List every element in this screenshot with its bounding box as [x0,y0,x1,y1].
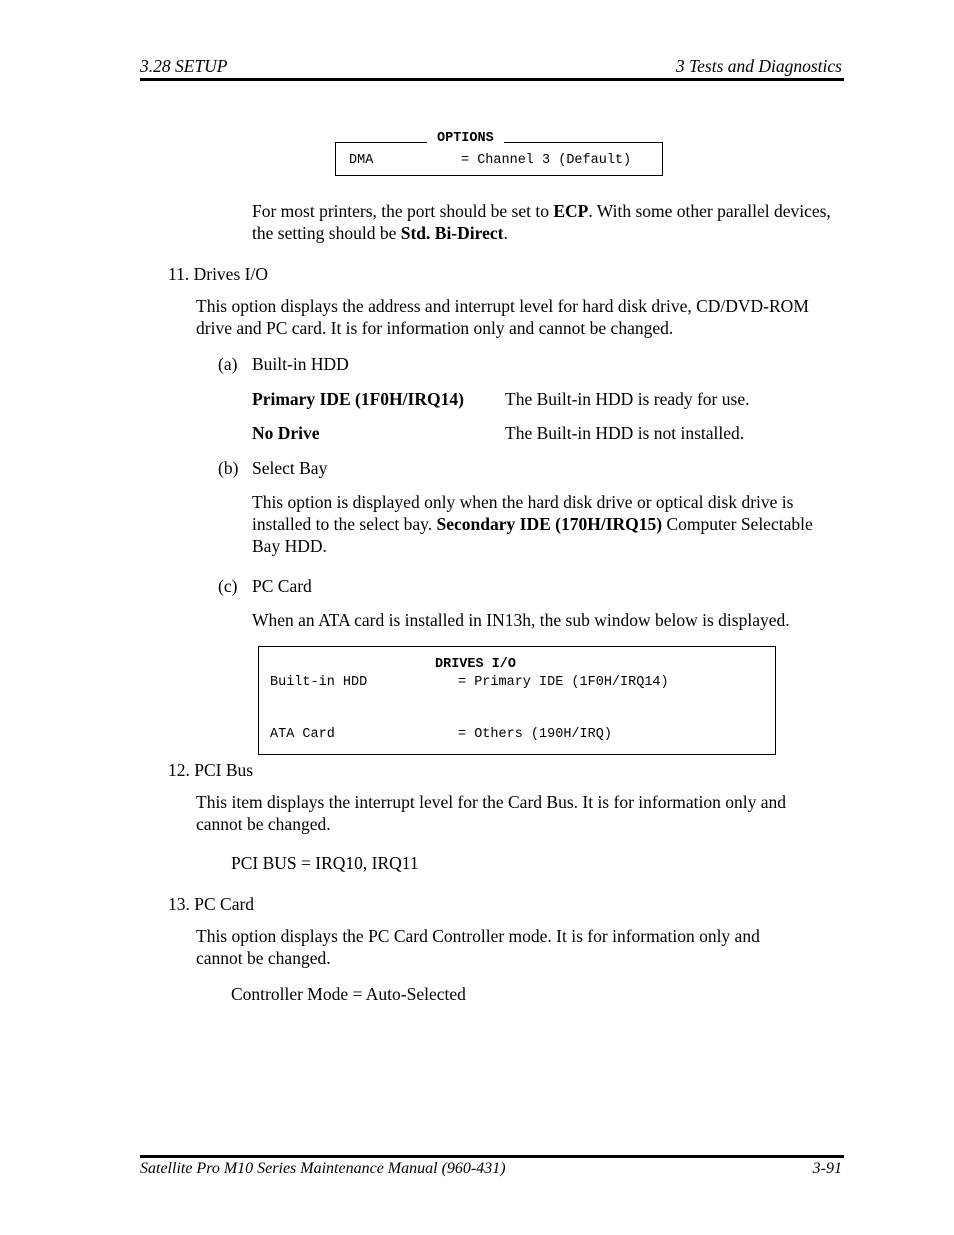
footer-rule [140,1155,844,1158]
printer-bold-bidirect: Std. Bi-Direct [400,223,504,243]
pc-card-body: When an ATA card is installed in IN13h, the sub window below is displayed. [252,610,790,630]
printer-text-2: . With some other parallel devices, the setting should be [252,201,831,243]
select-bay-text-1: This option is displayed only when the hard disk drive or optical disk drive is installed to the select bay. [252,492,794,534]
hdd-term-primary: Primary IDE (1F0H/IRQ14) [252,389,464,409]
printer-bold-ecp: ECP [553,201,589,221]
printer-text-3: . [503,223,508,243]
select-bay-paragraph [252,491,842,557]
drives-row1-value: = Primary IDE (1F0H/IRQ14) [458,675,669,690]
header-rule [140,78,844,81]
options-dma-value: = Channel 3 (Default) [461,153,632,168]
section-11-heading: 11. Drives I/O [168,264,268,284]
section-13-heading: 13. PC Card [168,894,255,914]
item-c-title: PC Card [252,576,312,596]
section-12-heading: 12. PCI Bus [168,760,254,780]
options-box [335,142,663,176]
drives-row1-label: Built-in HDD [270,675,368,690]
footer-page-number: 3-91 [812,1160,842,1177]
header-section: 3.28 SETUP [140,56,228,76]
item-a-label: (a) [218,354,238,374]
pci-bus-value: PCI BUS = IRQ10, IRQ11 [231,853,419,873]
select-bay-bold: Secondary IDE (170H/IRQ15) [436,514,663,534]
drives-row2-value: = Others (190H/IRQ) [458,727,612,742]
item-b-title: Select Bay [252,458,328,478]
hdd-term-nodrive: No Drive [252,423,320,443]
section-13-body: This option displays the PC Card Controller mode. It is for information only and cannot be changed. [196,926,760,968]
hdd-desc-primary: The Built-in HDD is ready for use. [505,389,750,409]
section-12-body: This item displays the interrupt level for the Card Bus. It is for information only and cannot be changed. [196,792,787,834]
header-chapter: 3 Tests and Diagnostics [675,56,842,76]
options-dma-label: DMA [349,153,374,168]
item-a-title: Built-in HDD [252,354,349,374]
item-b-label: (b) [218,458,239,478]
printer-paragraph [252,200,842,244]
footer-manual-title: Satellite Pro M10 Series Maintenance Manual (960-431) [140,1160,506,1177]
hdd-desc-nodrive: The Built-in HDD is not installed. [505,423,745,443]
controller-mode-value: Controller Mode = Auto-Selected [231,984,466,1004]
printer-text-1: For most printers, the port should be set to [252,201,554,221]
item-c-label: (c) [218,576,238,596]
section-11-body: This option displays the address and interrupt level for hard disk drive, CD/DVD-ROM drive and PC card. It is for information only and cannot be changed. [196,296,809,338]
drives-row2-label: ATA Card [270,727,335,742]
drives-io-title: DRIVES I/O [435,657,517,672]
select-bay-text-2: Computer Selectable Bay HDD. [252,514,813,556]
options-box-title: OPTIONS [427,131,504,146]
drives-io-box [258,646,776,755]
